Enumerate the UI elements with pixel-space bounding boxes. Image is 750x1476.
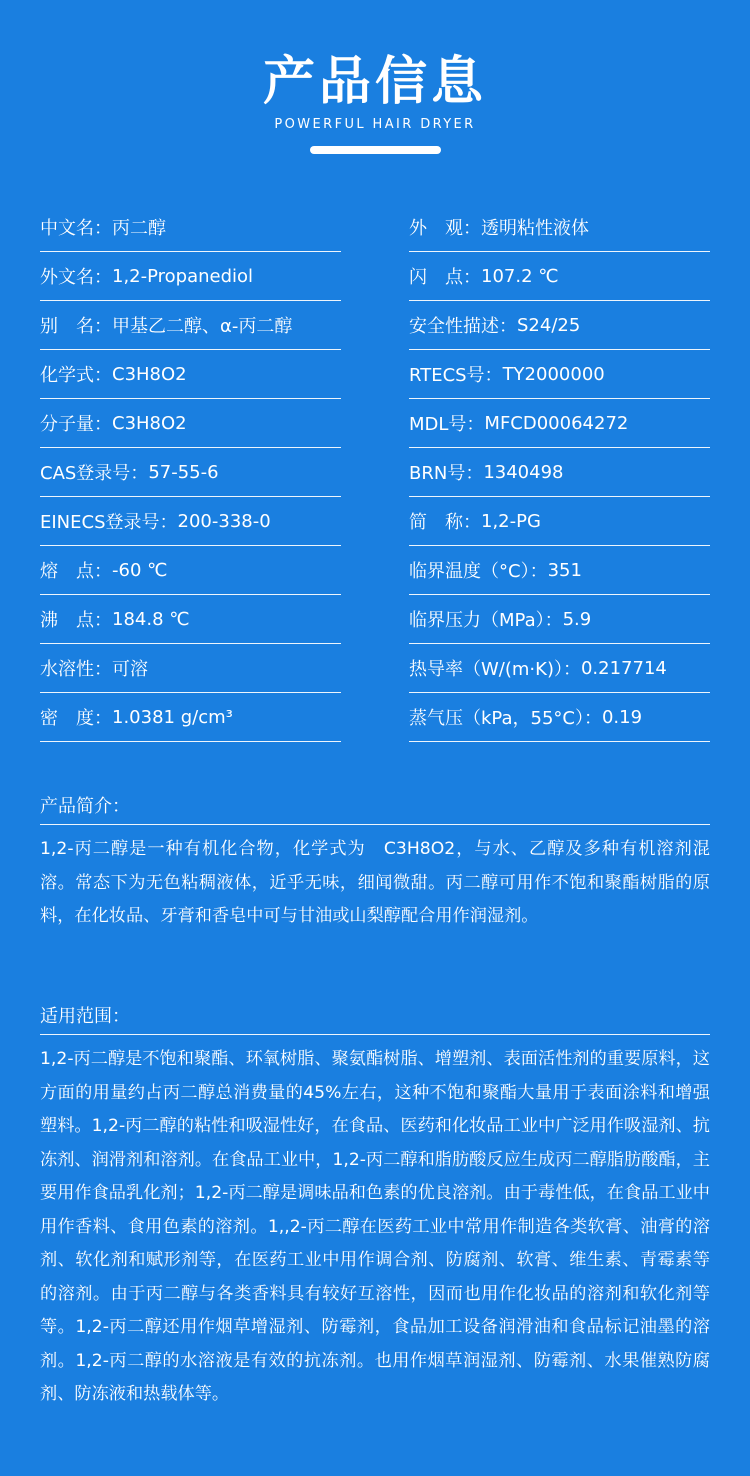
spec-label: CAS登录号： — [40, 463, 149, 484]
spec-row — [40, 350, 341, 399]
spec-value: MFCD00064272 — [484, 412, 629, 434]
spec-label: MDL号： — [409, 414, 485, 435]
spec-label: 临界压力（MPa）： — [409, 610, 563, 631]
spec-label: EINECS登录号： — [40, 512, 178, 533]
spec-label: 沸 点： — [40, 610, 112, 631]
spec-label: 别 名： — [40, 316, 112, 337]
spec-label: 化学式： — [40, 365, 112, 386]
usage-text: 1,2-丙二醇是不饱和聚酯、环氧树脂、聚氨酯树脂、增塑剂、表面活性剂的重要原料，这方面的用量约占丙二醇总消费量的45%左右，这种不饱和聚酯大量用于表面涂料和增强塑料。1,2-丙二醇的粘性和吸湿性好，在食品、医药和化妆品工业中广泛用作吸湿剂、抗冻剂、润滑剂和溶剂。在食品工业中，1,2-丙二醇和脂肪酸反应生成丙二醇脂肪酸酯，主要用作食品乳化剂；1,2-丙二醇是调味品和色素的优良溶剂。由于毒性低，在食品工业中用作香料、食用色素的溶剂。1,,2-丙二醇在医药工业中常用作制造各类软膏、油膏的溶剂、软化剂和赋形剂等，在医药工业中用作调合剂、防腐剂、软膏、维生素、青霉素等的溶剂。由于丙二醇与各类香料具有较好互溶性，因而也用作化妆品的溶剂和软化剂等等。1,2-丙二醇还用作烟草增湿剂、防霉剂，食品加工设备润滑油和食品标记油墨的溶剂。1,2-丙二醇的水溶液是有效的抗冻剂。也用作烟草润湿剂、防霉剂、水果催熟防腐剂、防冻液和热载体等。 — [40, 1049, 710, 1404]
spec-row — [409, 203, 710, 252]
spec-row — [40, 595, 341, 644]
spec-row — [409, 497, 710, 546]
spec-row — [40, 546, 341, 595]
spec-row — [40, 252, 341, 301]
spec-label: 水溶性： — [40, 659, 112, 680]
spec-row — [409, 399, 710, 448]
page-title: 产品信息 — [262, 52, 487, 112]
spec-row — [409, 693, 710, 742]
spec-value: 甲基乙二醇、α-丙二醇 — [112, 316, 293, 337]
spec-value: 0.19 — [601, 706, 643, 728]
spec-label: 临界温度（°C）： — [409, 561, 548, 582]
spec-value: 可溶 — [112, 659, 148, 680]
spec-row — [409, 301, 710, 350]
spec-row — [409, 448, 710, 497]
spec-row — [40, 693, 341, 742]
spec-label: 外文名： — [40, 267, 112, 288]
spec-row — [40, 301, 341, 350]
spec-row — [409, 644, 710, 693]
spec-value: 200-338-0 — [177, 510, 271, 532]
spec-value: -60 ℃ — [112, 559, 168, 581]
spec-value: 0.217714 — [580, 657, 667, 679]
usage-section — [40, 1004, 710, 1412]
spec-value: 1340498 — [483, 461, 564, 483]
spec-label: 密 度： — [40, 708, 112, 729]
spec-value: C3H8O2 — [112, 363, 187, 385]
intro-text: 1,2-丙二醇是一种有机化合物，化学式为 C3H8O2，与水、乙醇及多种有机溶剂混溶。常态下为无色粘稠液体，近乎无味，细闻微甜。丙二醇可用作不饱和聚酯树脂的原料，在化妆品、牙膏和香皂中可与甘油或山梨醇配合用作润湿剂。 — [40, 839, 710, 926]
page-subtitle: POWERFUL HAIR DRYER — [274, 117, 476, 132]
spec-value: 107.2 ℃ — [481, 265, 559, 287]
spec-row — [40, 448, 341, 497]
spec-label: 蒸气压（kPa，55°C）： — [409, 708, 602, 729]
spec-table — [40, 203, 710, 742]
spec-label: BRN号： — [409, 463, 484, 484]
spec-value: 351 — [547, 559, 582, 581]
spec-value: 5.9 — [562, 608, 592, 630]
spec-value: 57-55-6 — [148, 461, 219, 483]
spec-label: 热导率（W/(m·K)）： — [409, 659, 581, 680]
spec-row — [40, 399, 341, 448]
spec-label: 闪 点： — [409, 267, 481, 288]
spec-value: 1.0381 g/cm³ — [112, 706, 233, 728]
spec-label: 外 观： — [409, 218, 481, 239]
spec-value: C3H8O2 — [112, 412, 187, 434]
spec-value: 1,2-Propanediol — [112, 265, 254, 287]
spec-value: 丙二醇 — [112, 218, 166, 239]
spec-label: 分子量： — [40, 414, 112, 435]
spec-row — [40, 644, 341, 693]
spec-value: 透明粘性液体 — [481, 218, 589, 239]
intro-heading: 产品简介： — [40, 794, 710, 825]
spec-label: 安全性描述： — [409, 316, 517, 337]
title-underline-bar — [310, 146, 441, 154]
spec-row — [409, 350, 710, 399]
spec-value: TY2000000 — [502, 363, 605, 385]
spec-label: 熔 点： — [40, 561, 112, 582]
usage-heading: 适用范围： — [40, 1004, 710, 1035]
intro-section — [40, 794, 710, 934]
spec-row — [409, 595, 710, 644]
spec-value: 1,2-PG — [481, 510, 541, 532]
spec-label: 中文名： — [40, 218, 112, 239]
spec-value: 184.8 ℃ — [112, 608, 190, 630]
spec-row — [40, 203, 341, 252]
spec-label: 简 称： — [409, 512, 481, 533]
spec-row — [409, 546, 710, 595]
spec-value: S24/25 — [517, 314, 581, 336]
spec-row — [40, 497, 341, 546]
spec-row — [409, 252, 710, 301]
spec-label: RTECS号： — [409, 365, 503, 386]
